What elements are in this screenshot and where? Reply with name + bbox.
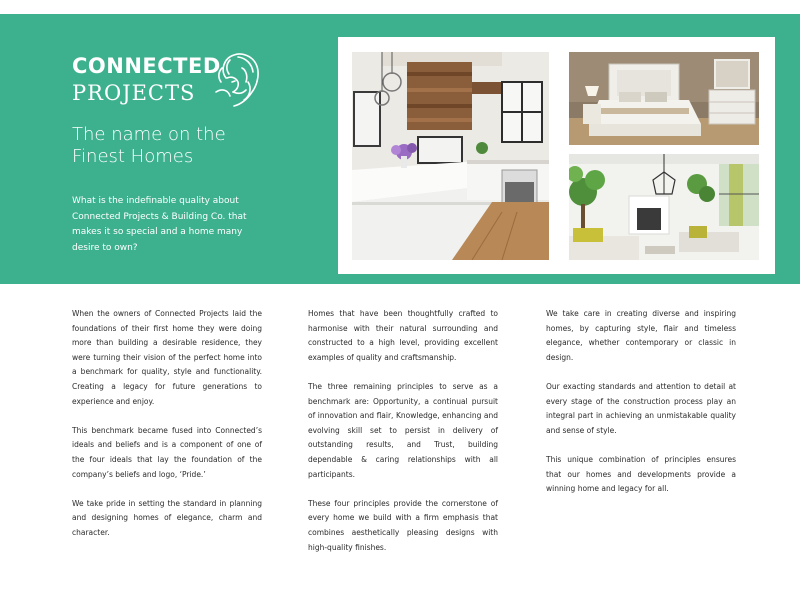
tagline-line1: The name on the xyxy=(72,124,226,145)
paragraph: The three remaining principles to serve as a benchmark are: Opportunity, a continual pursuit of innovation and flair, Knowledge, enhancing and evolving skill set to persist in delivery of outstanding results, and Trust, building dependable & caring relationships with all participants. xyxy=(308,381,498,479)
text-column-right xyxy=(546,307,736,511)
logo-wordmark-line1: CONNECTED xyxy=(72,54,221,78)
paragraph: We take pride in setting the standard in planning and designing homes of elegance, charm and character. xyxy=(72,498,262,537)
top-margin xyxy=(0,0,800,14)
tagline xyxy=(72,124,302,168)
hero-banner xyxy=(0,14,800,284)
text-column-middle xyxy=(308,307,498,570)
paragraph: This benchmark became fused into Connected’s ideals and beliefs and is a component of one of the four ideals that lay the foundation of the company’s beliefs and logo, ‘Pride.’ xyxy=(72,425,262,479)
intro-question: What is the indefinable quality about Connected Projects & Building Co. that makes it so special and a home many desire to own? xyxy=(72,196,247,253)
paragraph: Our exacting standards and attention to detail at every stage of the construction process play an integral part in achieving an unmistakable quality and sense of style. xyxy=(546,381,736,435)
tagline-line2: Finest Homes xyxy=(72,146,194,167)
lion-head-icon xyxy=(212,48,266,110)
paragraph: These four principles provide the cornerstone of every home we build with a firm emphasis that combines aesthetically pleasing designs with high-quality finishes. xyxy=(308,498,498,552)
paragraph: When the owners of Connected Projects laid the foundations of their first home they were doing more than building a desirable residence, they were turning their vision of the perfect home into a benchmark for quality, style and functionality. Creating a legacy for future generations to experience and enjoy. xyxy=(72,309,262,406)
paragraph: We take care in creating diverse and inspiring homes, by capturing style, flair and timeless elegance, whether contemporary or classic in design. xyxy=(546,309,736,362)
bedroom-photo xyxy=(569,52,759,145)
company-logo xyxy=(72,54,272,134)
photo-collage xyxy=(338,37,775,274)
paragraph: This unique combination of principles ensures that our homes and developments provide a winning home and legacy for all. xyxy=(546,454,736,494)
paragraph: Homes that have been thoughtfully crafted to harmonise with their natural surrounding and constructed to a high level, providing excellent examples of quality and craftsmanship. xyxy=(308,309,498,362)
living-room-photo xyxy=(569,154,759,260)
kitchen-photo xyxy=(352,52,549,260)
logo-wordmark-line2: PROJECTS xyxy=(72,81,196,105)
text-column-left xyxy=(72,307,262,555)
